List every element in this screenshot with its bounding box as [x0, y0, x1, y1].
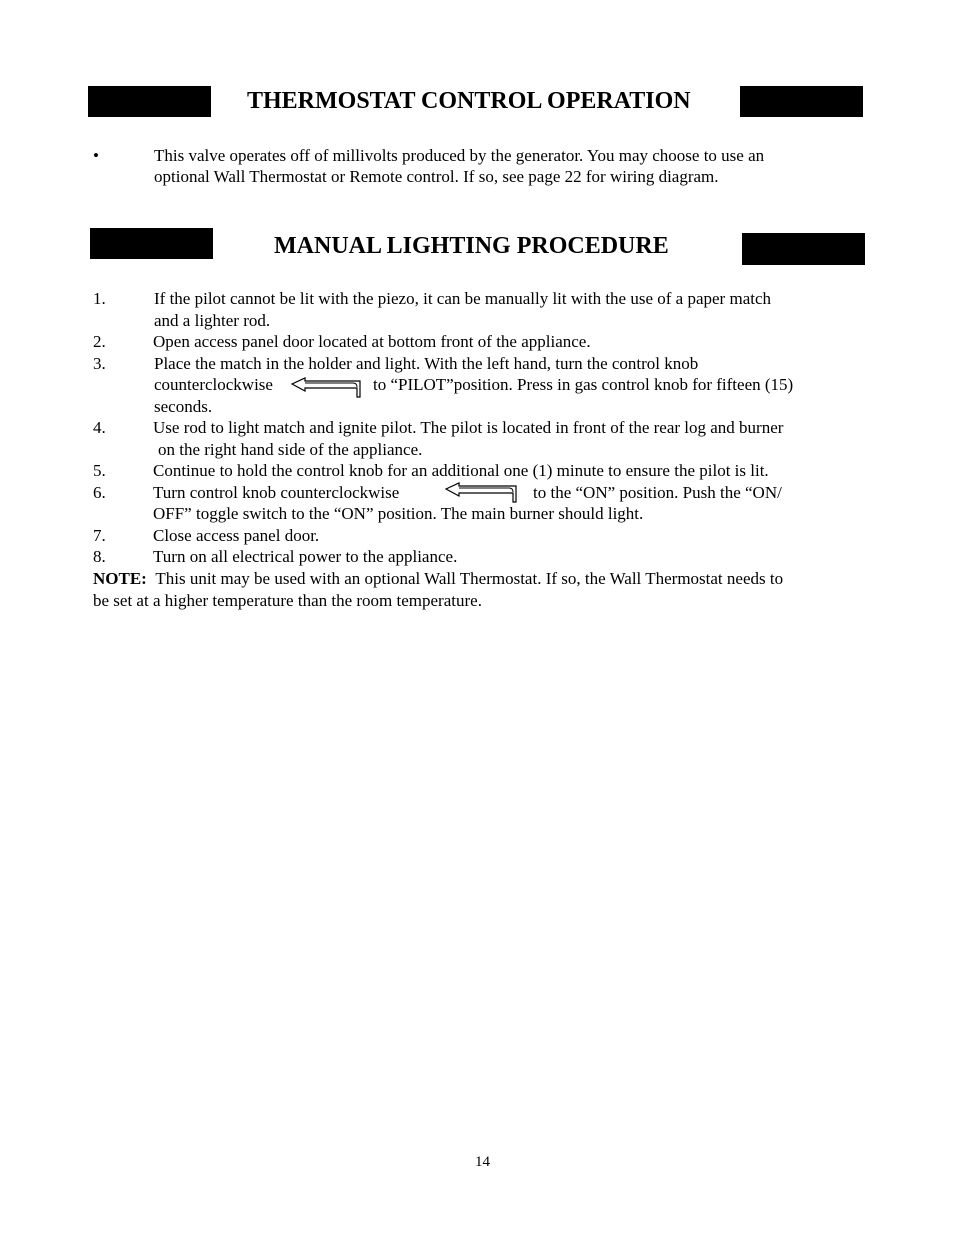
page-number: 14 [475, 1154, 490, 1170]
paragraph-line: optional Wall Thermostat or Remote control. If so, see page 22 for wiring diagram. [154, 167, 719, 186]
step-text: to the “ON” position. Push the “ON/ [533, 483, 782, 502]
step-text: Place the match in the holder and light. With the left hand, turn the control knob [154, 354, 699, 373]
step-text: Use rod to light match and ignite pilot. The pilot is located in front of the rear log and burner [153, 418, 784, 437]
note-line: be set at a higher temperature than the room temperature. [93, 591, 482, 610]
note-text: This unit may be used with an optional Wall Thermostat. If so, the Wall Thermostat needs to [155, 569, 784, 588]
step-text: Close access panel door. [153, 526, 320, 545]
header-bar-right [742, 233, 865, 265]
step-number: 8. [93, 547, 106, 566]
step-text: If the pilot cannot be lit with the piezo, it can be manually lit with the use of a paper match [154, 289, 772, 308]
step-text: OFF” toggle switch to the “ON” position. The main burner should light. [153, 504, 644, 523]
step-number: 6. [93, 483, 106, 502]
step-number: 4. [93, 418, 106, 437]
step-text: Turn on all electrical power to the appliance. [153, 547, 458, 566]
step-number: 2. [93, 332, 106, 351]
note-label: NOTE: [93, 569, 147, 588]
header-bar-right [740, 86, 863, 117]
step-text: counterclockwise [154, 375, 273, 394]
counterclockwise-arrow-icon [291, 377, 363, 399]
header-bar-left [90, 228, 213, 259]
section-title-thermostat: THERMOSTAT CONTROL OPERATION [247, 88, 691, 114]
step-number: 1. [93, 289, 106, 308]
step-text: Turn control knob counterclockwise [153, 483, 400, 502]
header-bar-left [88, 86, 211, 117]
step-text: Continue to hold the control knob for an additional one (1) minute to ensure the pilot is lit. [153, 461, 769, 480]
step-number: 7. [93, 526, 106, 545]
counterclockwise-arrow-icon [445, 482, 519, 504]
section-title-lighting: MANUAL LIGHTING PROCEDURE [274, 233, 669, 259]
bullet: • [93, 146, 99, 165]
step-text: Open access panel door located at bottom front of the appliance. [153, 332, 591, 351]
step-number: 3. [93, 354, 106, 373]
paragraph-line: This valve operates off of millivolts produced by the generator. You may choose to use an [154, 146, 765, 165]
step-text: and a lighter rod. [154, 311, 271, 330]
step-text: to “PILOT”position. Press in gas control knob for fifteen (15) [373, 375, 794, 394]
step-text: on the right hand side of the appliance. [158, 440, 423, 459]
step-text: seconds. [154, 397, 213, 416]
step-number: 5. [93, 461, 106, 480]
note-line [93, 570, 783, 587]
